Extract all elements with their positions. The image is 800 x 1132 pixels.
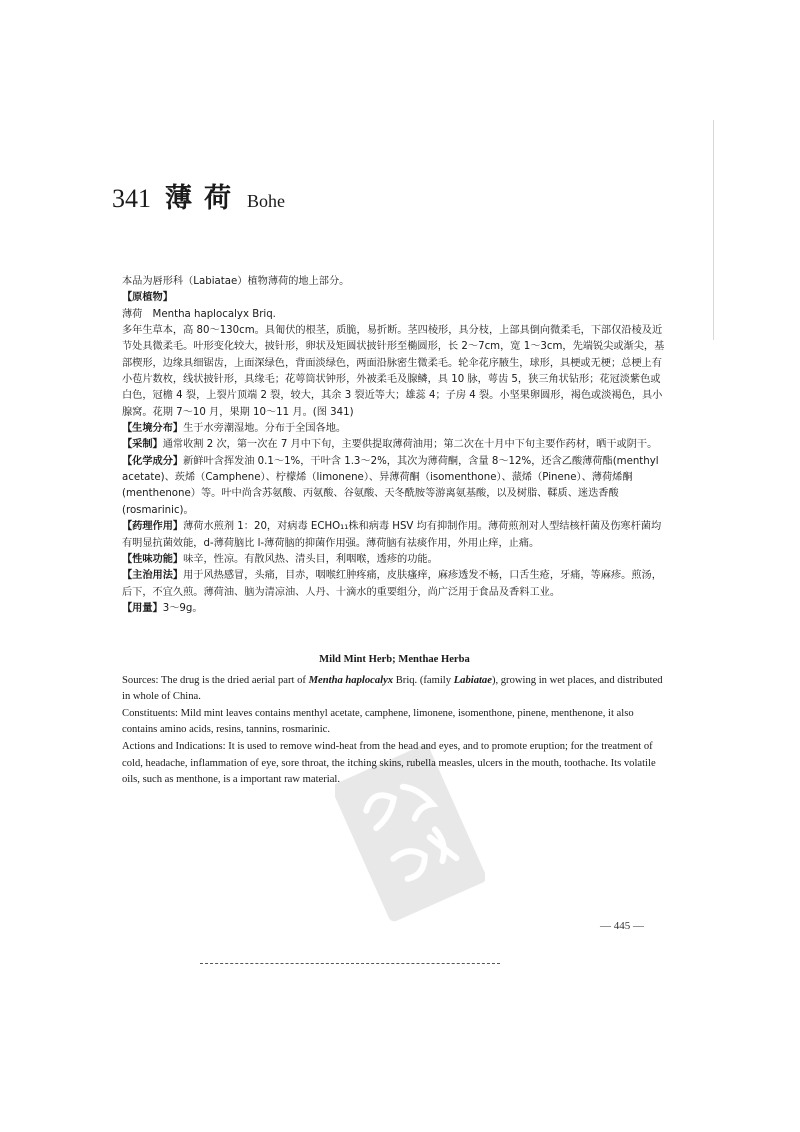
chemistry-text: 新鲜叶含挥发油 0.1～1%，干叶含 1.3～2%，其次为薄荷酮，含量 8～12%，还含乙酸薄荷酯(menthyl acetate)、莰烯（Camphene）、柠檬烯（limonene）、异薄荷酮（isomenthone）、蒎烯（Pinene）、薄荷烯酮(menthenone）等。叶中尚含苏氨酸、丙氨酸、谷氨酸、天冬酰胺等游离氨基酸，以及树脂、鞣质、迷迭香酸(rosmarinic)。: [122, 455, 659, 516]
footer-rule: [200, 963, 500, 964]
english-heading: Mild Mint Herb; Menthae Herba: [319, 654, 470, 665]
plant-name-line: 薄荷 Mentha haplocalyx Briq.: [122, 308, 276, 320]
intro-paragraph: 本品为唇形科（Labiatae）植物薄荷的地上部分。: [122, 276, 350, 287]
properties-text: 味辛，性凉。有散风热、清头目，利咽喉，透疹的功能。: [183, 553, 438, 565]
entry-title: [112, 176, 285, 215]
section-tag-properties: 【性味功能】: [122, 553, 184, 565]
english-actions: Actions and Indications: It is used to remove wind-heat from the head and eyes, and to promote eruption; for the treatment of cold, headache, inflammation of eye, sore throat, the itching skins, rubella measles, ulcers in the mouth, toothache. Its volatile oils, such as menthone, is a important raw material.: [122, 740, 656, 786]
english-text-block: [122, 652, 667, 789]
family-name: Labiatae: [453, 674, 492, 686]
plant-description: 多年生草本，高 80～130cm。具匍伏的根茎，质脆，易折断。茎四棱形，具分枝，上部具倒向微柔毛，下部仅沿棱及近节处具微柔毛。叶形变化较大，披针形，卵状及矩圆状披针形至椭圆形，长 2～7cm，宽 1～3cm，先端锐尖或渐尖，基部楔形，边缘具细锯齿，上面深绿色，背面淡绿色，两面沿脉密生微柔毛。轮伞花序腋生，球形，具梗或无梗；总梗上有小苞片数枚，线状披针形，具缘毛；花萼筒状钟形，外被柔毛及腺鳞，具 10 脉，萼齿 5，狭三角状钻形；花冠淡紫色或白色，冠檐 4 裂，上裂片顶端 2 裂，较大，其余 3 裂近等大；雄蕊 4；子房 4 裂。小坚果卵圆形，褐色或淡褐色，具小腺窝。花期 7～10 月，果期 10～11 月。(图 341): [122, 325, 665, 418]
sources-text-2: Briq. (family: [393, 674, 454, 686]
collection-text: 通常收割 2 次，第一次在 7 月中下旬，主要供提取薄荷油用；第二次在十月中下旬主要作药材，晒干或阴干。: [162, 439, 658, 451]
chinese-text-block: [122, 274, 667, 617]
english-sources: [122, 673, 667, 706]
section-tag-habitat: 【生境分布】: [122, 423, 184, 435]
entry-chinese-name: 薄荷: [165, 183, 243, 214]
entry-number: 341: [112, 184, 151, 213]
sources-text-3: ), growing in wet places, and distributed in whole of China.: [122, 674, 663, 703]
indications-text: 用于风热感冒，头痛，目赤，咽喉红肿疼痛，皮肤瘙痒，麻疹透发不畅，口舌生疮，牙痛，等麻疹。煎汤，后下，不宜久煎。薄荷油、脑为清凉油、人丹、十滴水的重要组分，尚广泛用于食品及香料工业。: [122, 570, 662, 598]
page-edge-line: [713, 120, 714, 340]
dosage-text: 3～9g。: [162, 602, 203, 614]
section-tag-chemistry: 【化学成分】: [122, 455, 184, 467]
section-tag-collection: 【采制】: [122, 439, 163, 451]
sources-text-1: Sources: The drug is the dried aerial part of: [122, 674, 309, 686]
habitat-text: 生于水旁潮湿地。分布于全国各地。: [183, 423, 347, 435]
english-constituents: Constituents: Mild mint leaves contains menthyl acetate, camphene, limonene, isomenthone, pinene, menthenone, it also contains amino acids, resins, tannins, rosmarinic.: [122, 707, 634, 736]
species-name: Mentha haplocalyx: [308, 674, 394, 686]
pharmacology-text: 薄荷水煎剂 1：20，对病毒 ECHO₁₁株和病毒 HSV 均有抑制作用。薄荷煎剂对人型结核杆菌及伤寒杆菌均有明显抗菌效能，d-薄荷脑比 l-薄荷脑的抑菌作用强。薄荷脑有祛痰作用，外用止痒，止痛。: [122, 521, 662, 549]
page-number: — 445 —: [600, 920, 644, 932]
section-tag-indications: 【主治用法】: [122, 570, 184, 582]
section-tag-dosage: 【用量】: [122, 602, 163, 614]
section-tag-original-plant: 【原植物】: [122, 292, 173, 304]
section-tag-pharmacology: 【药理作用】: [122, 521, 184, 533]
entry-pinyin-name: Bohe: [247, 191, 285, 211]
